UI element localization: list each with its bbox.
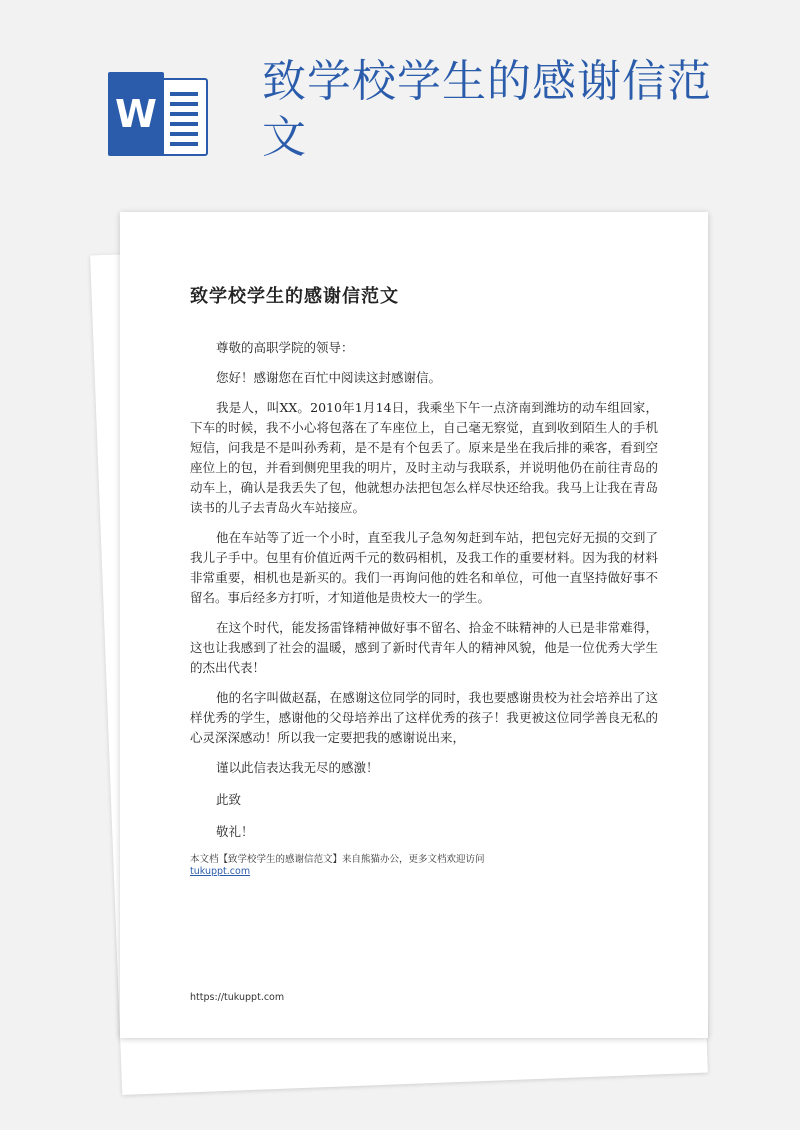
closing-salutation: 此致 bbox=[216, 792, 242, 807]
source-note-text: 本文档【致学校学生的感谢信范文】来自熊猫办公，更多文档欢迎访问 bbox=[190, 854, 485, 865]
word-logo-letter: W bbox=[108, 72, 164, 156]
paragraph: 在这个时代，能发扬雷锋精神做好事不留名、拾金不昧精神的人已是非常难得，这也让我感到了社会的温暖，感到了新时代青年人的精神风貌，他是一位优秀大学生的杰出代表！ bbox=[190, 620, 658, 675]
paragraph: 我是人，叫XX。2010年1月14日，我乘坐下午一点济南到潍坊的动车组回家，下车的时候，我不小心将包落在了车座位上，自己毫无察觉，直到收到陌生人的手机短信，问我是不是叫孙秀莉，是不是有个包丢了。原来是坐在我后排的乘客，看到空座位上的包，并看到侧兜里我的明片，及时主动与我联系，并说明他仍在前往青岛的动车上，确认是我丢失了包，他就想办法把包怎么样尽快还给我。我马上让我在青岛读书的儿子去青岛火车站接应。 bbox=[190, 400, 658, 515]
document-title: 致学校学生的感谢信范文 bbox=[190, 286, 399, 307]
closing-regards: 敬礼！ bbox=[216, 824, 254, 839]
paragraph: 他的名字叫做赵磊，在感谢这位同学的同时，我也要感谢贵校为社会培养出了这样优秀的学生，感谢他的父母培养出了这样优秀的孩子！我更被这位同学善良无私的心灵深深感动！所以我一定要把我的感谢说出来， bbox=[190, 690, 658, 745]
document-page bbox=[120, 212, 708, 1038]
paragraph: 他在车站等了近一个小时，直至我儿子急匆匆赶到车站，把包完好无损的交到了我儿子手中。包里有价值近两千元的数码相机，及我工作的重要材料。因为我的材料非常重要，相机也是新买的。我们一再询问他的姓名和单位，可他一直坚持做好事不留名。事后经多方打听，才知道他是贵校大一的学生。 bbox=[190, 530, 658, 605]
source-note bbox=[190, 854, 658, 878]
closing-line: 谨以此信表达我无尽的感激！ bbox=[216, 760, 379, 775]
hero-title: 致学校学生的感谢信范文 bbox=[262, 56, 712, 163]
word-doc-icon bbox=[108, 72, 212, 156]
greeting: 尊敬的高职学院的领导： bbox=[216, 340, 354, 355]
footer-url[interactable]: https://tukuppt.com bbox=[190, 992, 285, 1003]
paragraph: 您好！感谢您在百忙中阅读这封感谢信。 bbox=[216, 370, 442, 385]
source-link[interactable]: tukuppt.com bbox=[190, 866, 251, 877]
